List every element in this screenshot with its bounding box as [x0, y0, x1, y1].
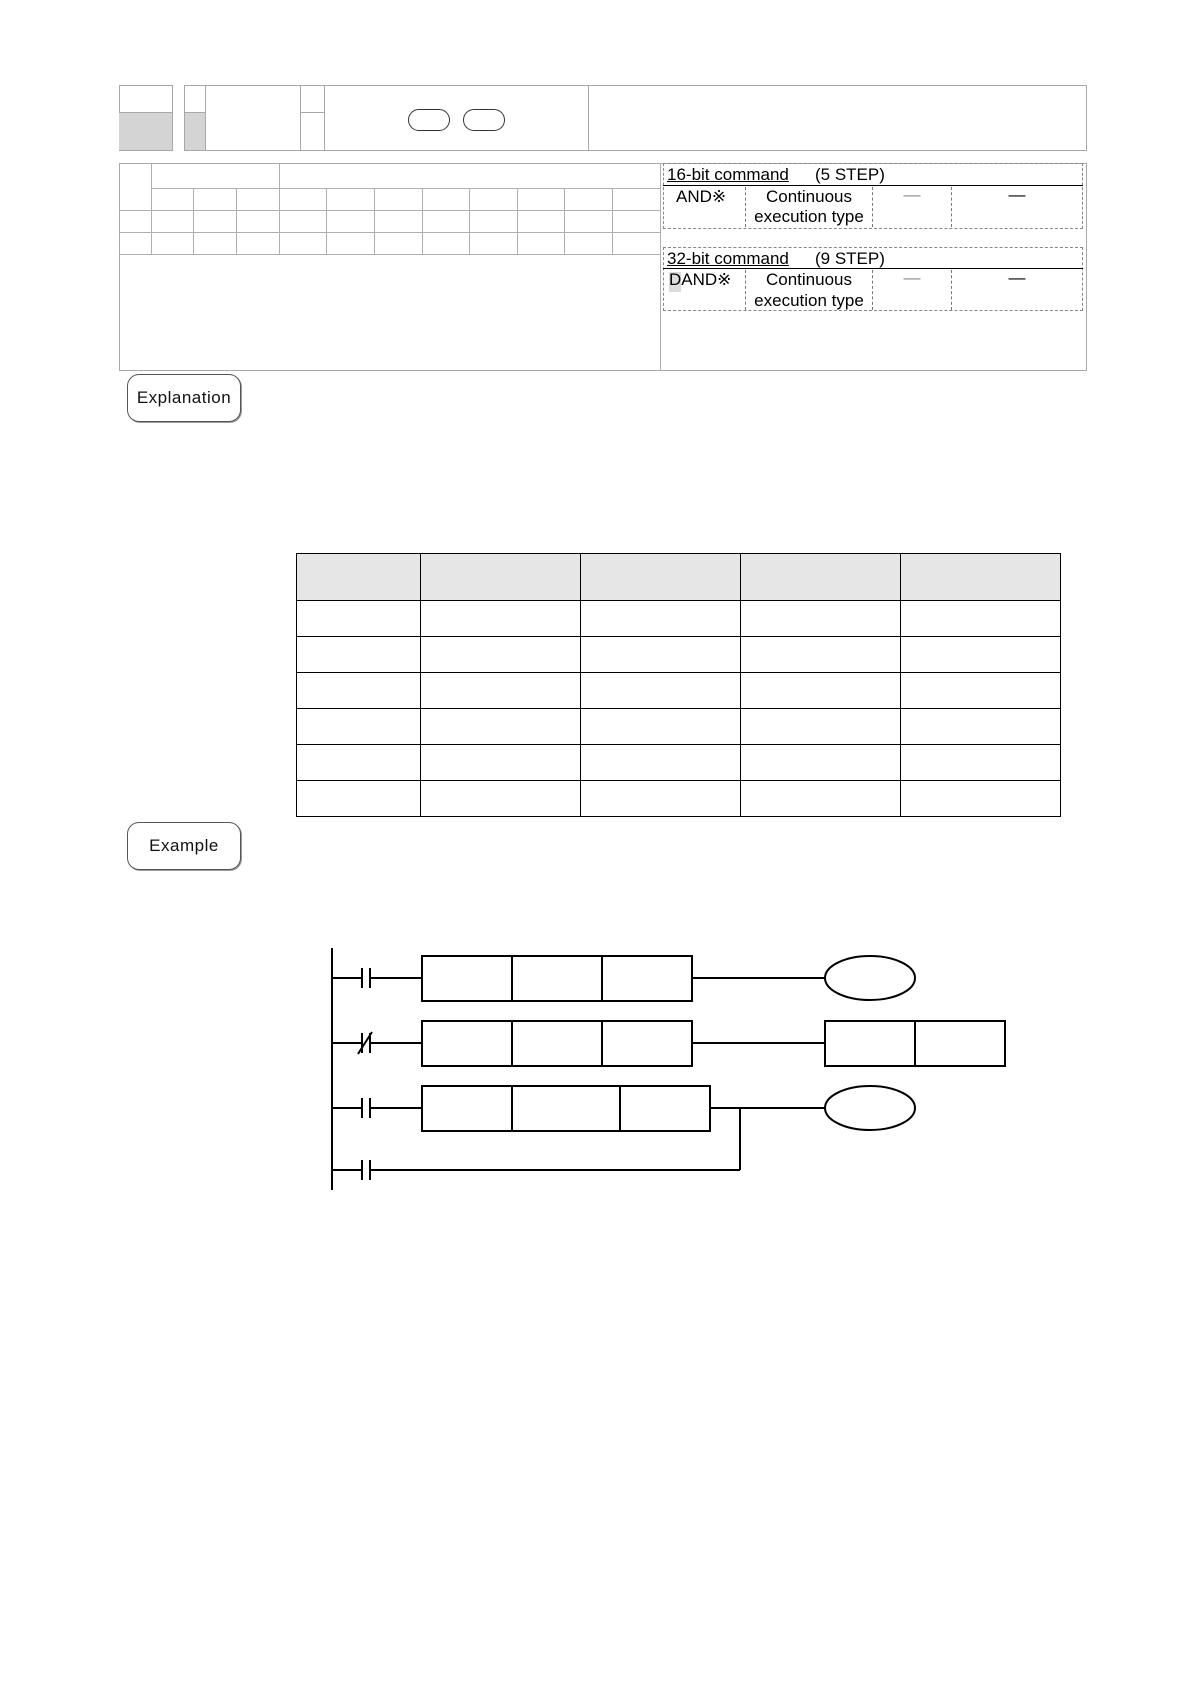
compare-box	[620, 1086, 710, 1131]
output-coil-icon	[825, 1086, 915, 1130]
rung-3	[332, 1086, 915, 1170]
cmd16-mnemonic: AND※	[676, 187, 727, 206]
cmd16-pulse: —	[903, 185, 921, 204]
cmd32-type-2: execution type	[754, 291, 864, 310]
compare-box	[422, 956, 512, 1001]
table-row	[297, 709, 1061, 745]
table-row	[297, 637, 1061, 673]
rung-4	[332, 1160, 740, 1180]
cmd16-type-1: Continuous	[765, 187, 852, 206]
explanation-button[interactable]: Explanation	[127, 374, 241, 422]
cmd32-mnemonic: DAND※	[669, 270, 732, 289]
operand-oval-s2	[463, 109, 505, 131]
compare-box	[602, 956, 692, 1001]
gap-cell	[173, 85, 184, 151]
rung-2	[332, 1021, 1005, 1066]
cmd16-flag: —	[1008, 185, 1026, 204]
compare-box	[512, 1021, 602, 1066]
table-row	[297, 601, 1061, 637]
table-row	[297, 673, 1061, 709]
api-number-cell	[119, 85, 173, 151]
table-row	[297, 745, 1061, 781]
example-button[interactable]: Example	[127, 822, 241, 870]
pd-flag-cell	[301, 85, 325, 151]
cmd32-pulse: —	[903, 268, 921, 287]
operand-flag-cell	[184, 85, 206, 151]
explanation-table	[296, 553, 1061, 817]
output-coil-icon	[825, 956, 915, 1000]
compare-box	[602, 1021, 692, 1066]
operand-oval-s1	[408, 109, 450, 131]
output-instruction-box	[915, 1021, 1005, 1066]
rung-1	[332, 956, 915, 1001]
output-instruction-box	[825, 1021, 915, 1066]
compare-box	[422, 1086, 512, 1131]
table-row	[297, 781, 1061, 817]
table-header-row	[297, 554, 1061, 601]
compare-box	[422, 1021, 512, 1066]
cmd16-type-2: execution type	[754, 207, 864, 226]
compare-box	[512, 956, 602, 1001]
cmd32-title: 32-bit command	[667, 249, 789, 268]
compare-box	[512, 1086, 620, 1131]
mnemonic-cell	[206, 85, 301, 151]
cmd32-flag: —	[1008, 268, 1026, 287]
cmd16-title: 16-bit command	[667, 165, 789, 184]
function-name-cell	[589, 85, 1087, 151]
cmd16-steps: (5 STEP)	[815, 165, 885, 184]
operand-symbols-cell	[325, 85, 589, 151]
cmd32-steps: (9 STEP)	[815, 249, 885, 268]
cmd32-type-1: Continuous	[765, 270, 852, 289]
ladder-diagram	[300, 940, 1020, 1200]
